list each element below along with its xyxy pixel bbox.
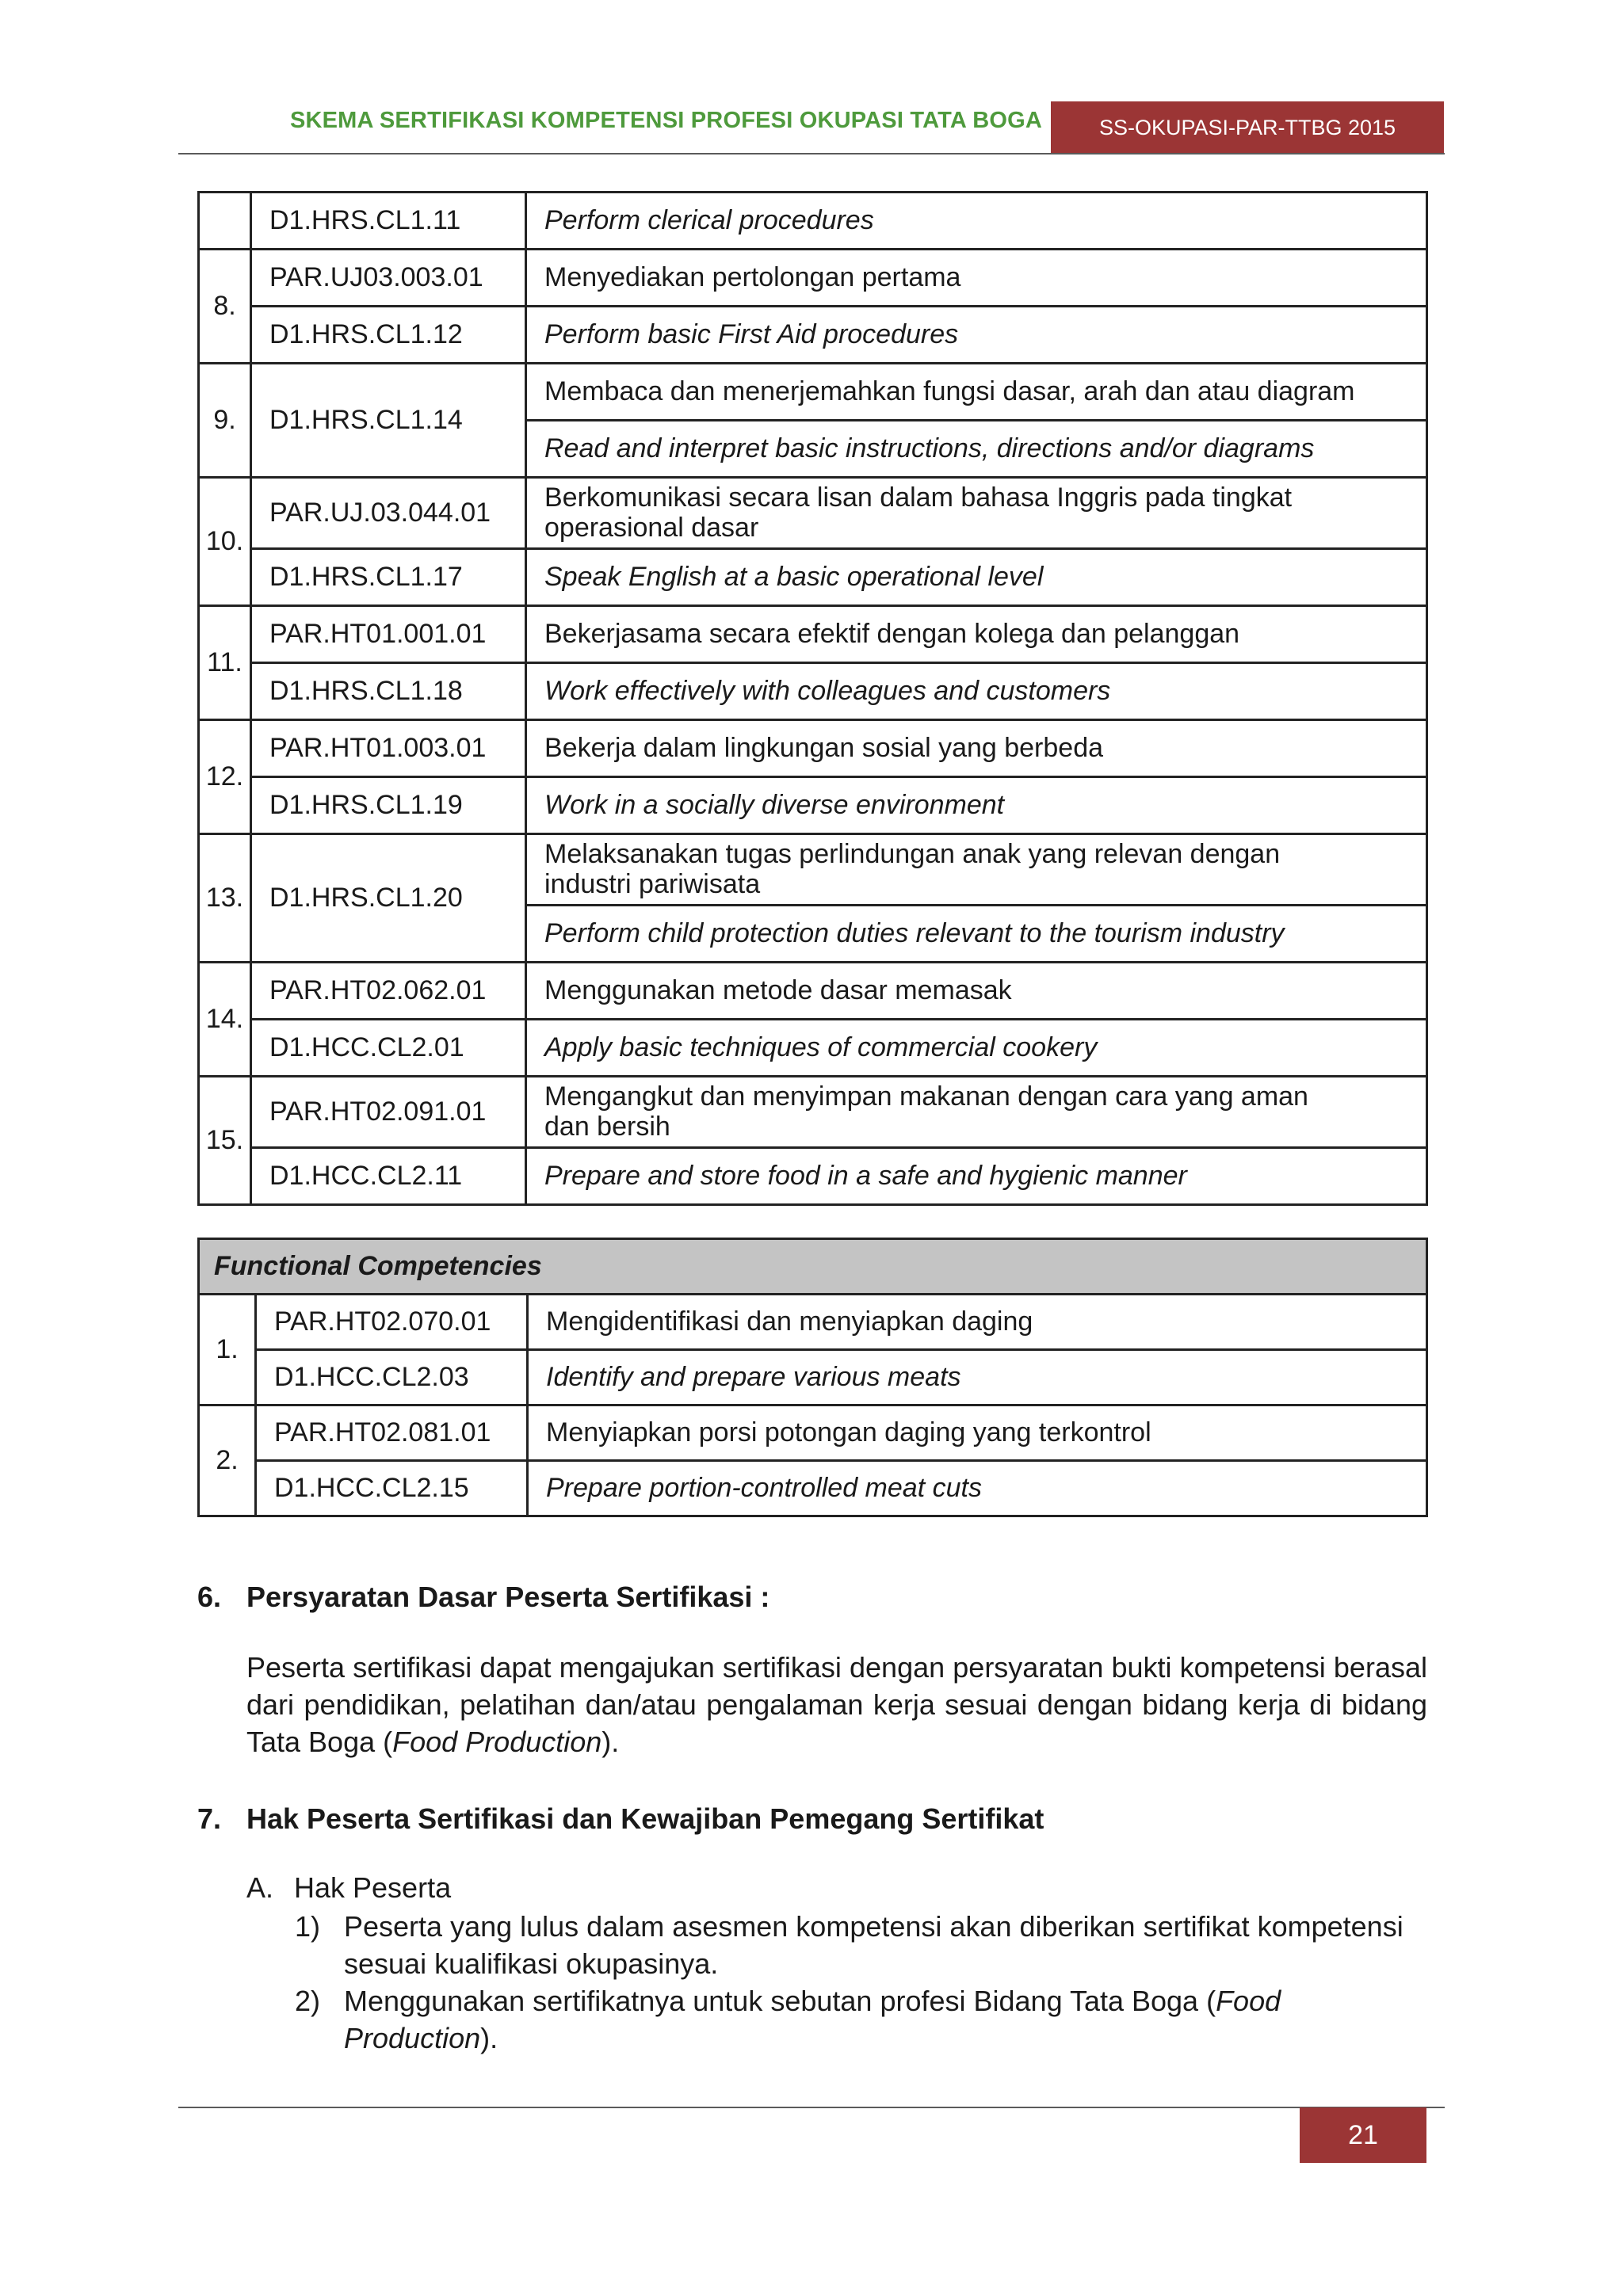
- competency-table: [197, 191, 1428, 1206]
- table-row: [199, 834, 1427, 906]
- unit-code-cell: D1.HRS.CL1.14: [251, 364, 526, 478]
- list-item: [295, 1982, 1428, 2057]
- row-number-cell: 8.: [199, 250, 251, 364]
- table-row: [199, 250, 1427, 307]
- unit-title-cell: Menggunakan metode dasar memasak: [526, 963, 1427, 1020]
- table-row: [199, 549, 1427, 606]
- unit-title-cell: Identify and prepare various meats: [528, 1350, 1427, 1405]
- header-divider: [178, 153, 1445, 154]
- unit-title-cell: Mengidentifikasi dan menyiapkan daging: [528, 1295, 1427, 1350]
- unit-title-cell: [526, 478, 1427, 549]
- row-number-cell: [199, 193, 251, 250]
- section-6-paragraph: [246, 1649, 1427, 1760]
- unit-title-cell: Perform clerical procedures: [526, 193, 1427, 250]
- table-heading-cell: Functional Competencies: [199, 1239, 1427, 1295]
- unit-title-line: dan bersih: [544, 1111, 670, 1142]
- table-row: [199, 606, 1427, 663]
- list-item-number: 2): [295, 1985, 321, 2017]
- unit-code-cell: D1.HRS.CL1.12: [251, 307, 526, 364]
- subsection-title: Hak Peserta: [294, 1871, 452, 1904]
- unit-title-line: Mengangkut dan menyimpan makanan dengan cara yang aman: [544, 1081, 1308, 1112]
- unit-title-cell: Menyiapkan porsi potongan daging yang terkontrol: [528, 1405, 1427, 1461]
- functional-competencies-table: [197, 1238, 1428, 1517]
- unit-title-cell: Work in a socially diverse environment: [526, 777, 1427, 834]
- list-item-text-main: Menggunakan sertifikatnya untuk sebutan profesi Bidang Tata Boga (: [344, 1985, 1216, 2017]
- list-item-text: Peserta yang lulus dalam asesmen kompetensi akan diberikan sertifikat kompetensi sesuai kualifikasi okupasinya.: [344, 1910, 1403, 1980]
- document-code: SS-OKUPASI-PAR-TTBG 2015: [1098, 115, 1396, 139]
- unit-code-cell: PAR.HT01.001.01: [251, 606, 526, 663]
- subsection-letter: A.: [246, 1871, 274, 1904]
- list-item: [295, 1908, 1428, 1982]
- unit-code-cell: PAR.HT02.070.01: [256, 1295, 528, 1350]
- table-row: [199, 720, 1427, 777]
- row-number-cell: 15.: [199, 1077, 251, 1205]
- table-row: [199, 663, 1427, 720]
- document-code-badge: [1051, 101, 1444, 154]
- row-number-cell: 14.: [199, 963, 251, 1077]
- section-number: 7.: [197, 1802, 222, 1835]
- section-number: 6.: [197, 1581, 222, 1613]
- unit-code-cell: D1.HCC.CL2.01: [251, 1020, 526, 1077]
- section-title: Hak Peserta Sertifikasi dan Kewajiban Pemegang Sertifikat: [246, 1802, 1044, 1835]
- table-row: [199, 1148, 1427, 1205]
- unit-code-cell: D1.HCC.CL2.11: [251, 1148, 526, 1205]
- section-title: Persyaratan Dasar Peserta Sertifikasi :: [246, 1581, 770, 1613]
- table-row: [199, 1077, 1427, 1148]
- paragraph-end: ).: [601, 1726, 620, 1758]
- unit-title-cell: Work effectively with colleagues and customers: [526, 663, 1427, 720]
- unit-title-cell: Apply basic techniques of commercial cookery: [526, 1020, 1427, 1077]
- row-number-cell: 9.: [199, 364, 251, 478]
- unit-code-cell: D1.HRS.CL1.20: [251, 834, 526, 963]
- table-row: [199, 478, 1427, 549]
- unit-title-cell: Read and interpret basic instructions, directions and/or diagrams: [526, 421, 1427, 478]
- footer-divider: [178, 2107, 1445, 2108]
- unit-title-cell: [526, 1077, 1427, 1148]
- unit-code-cell: PAR.HT02.081.01: [256, 1405, 528, 1461]
- unit-title-cell: Prepare and store food in a safe and hygienic manner: [526, 1148, 1427, 1205]
- row-number-cell: 2.: [199, 1405, 256, 1516]
- row-number-cell: 11.: [199, 606, 251, 720]
- section-7-heading: [197, 1802, 1044, 1836]
- table-row: [199, 1405, 1427, 1461]
- unit-code-cell: D1.HRS.CL1.17: [251, 549, 526, 606]
- subsection-a-heading: [246, 1871, 451, 1905]
- table-row: [199, 963, 1427, 1020]
- list-item-text-end: ).: [480, 2022, 498, 2054]
- unit-code-cell: PAR.UJ03.003.01: [251, 250, 526, 307]
- unit-title-cell: Menyediakan pertolongan pertama: [526, 250, 1427, 307]
- unit-title-cell: Perform basic First Aid procedures: [526, 307, 1427, 364]
- unit-title-cell: Speak English at a basic operational level: [526, 549, 1427, 606]
- row-number-cell: 1.: [199, 1295, 256, 1405]
- unit-title-cell: Bekerjasama secara efektif dengan kolega dan pelanggan: [526, 606, 1427, 663]
- row-number-cell: 13.: [199, 834, 251, 963]
- table-row: [199, 777, 1427, 834]
- list-item-italic-term: Food Production: [344, 1985, 1281, 2054]
- unit-code-cell: D1.HCC.CL2.03: [256, 1350, 528, 1405]
- table-row: [199, 1020, 1427, 1077]
- unit-code-cell: PAR.HT01.003.01: [251, 720, 526, 777]
- paragraph-italic-term: Food Production: [392, 1726, 602, 1758]
- unit-title-cell: Bekerja dalam lingkungan sosial yang berbeda: [526, 720, 1427, 777]
- list-item-text: [344, 1982, 1428, 2057]
- table-row: [199, 307, 1427, 364]
- header-title: SKEMA SERTIFIKASI KOMPETENSI PROFESI OKUPASI TATA BOGA: [289, 108, 1042, 133]
- unit-title-cell: Perform child protection duties relevant to the tourism industry: [526, 906, 1427, 963]
- row-number-cell: 10.: [199, 478, 251, 606]
- row-number-cell: 12.: [199, 720, 251, 834]
- table-row: [199, 1350, 1427, 1405]
- paragraph-text: Peserta sertifikasi dapat mengajukan sertifikasi dengan persyaratan bukti kompetensi berasal dari pendidikan, pelatihan dan/atau pengalaman kerja sesuai dengan bidang kerja di bidang Tata Boga (: [246, 1651, 1427, 1758]
- unit-title-line: Melaksanakan tugas perlindungan anak yang relevan dengan: [544, 839, 1281, 870]
- unit-code-cell: PAR.HT02.091.01: [251, 1077, 526, 1148]
- unit-code-cell: D1.HRS.CL1.19: [251, 777, 526, 834]
- table-row: [199, 1295, 1427, 1350]
- table-row: [199, 193, 1427, 250]
- unit-title-line: industri pariwisata: [544, 868, 761, 899]
- page-number-badge: [1300, 2107, 1426, 2163]
- section-6-heading: [197, 1581, 769, 1614]
- unit-code-cell: D1.HRS.CL1.11: [251, 193, 526, 250]
- list-item-number: 1): [295, 1910, 321, 1943]
- unit-title-line: Berkomunikasi secara lisan dalam bahasa Inggris pada tingkat: [544, 482, 1293, 513]
- unit-code-cell: D1.HCC.CL2.15: [256, 1461, 528, 1516]
- unit-code-cell: PAR.HT02.062.01: [251, 963, 526, 1020]
- unit-title-line: operasional dasar: [544, 512, 759, 543]
- unit-code-cell: D1.HRS.CL1.18: [251, 663, 526, 720]
- table-heading-row: [199, 1239, 1427, 1295]
- unit-title-cell: Prepare portion-controlled meat cuts: [528, 1461, 1427, 1516]
- unit-title-cell: Membaca dan menerjemahkan fungsi dasar, arah dan atau diagram: [526, 364, 1427, 421]
- unit-code-cell: PAR.UJ.03.044.01: [251, 478, 526, 549]
- table-row: [199, 364, 1427, 421]
- table-row: [199, 1461, 1427, 1516]
- unit-title-cell: [526, 834, 1427, 906]
- page-number: 21: [1348, 2119, 1378, 2150]
